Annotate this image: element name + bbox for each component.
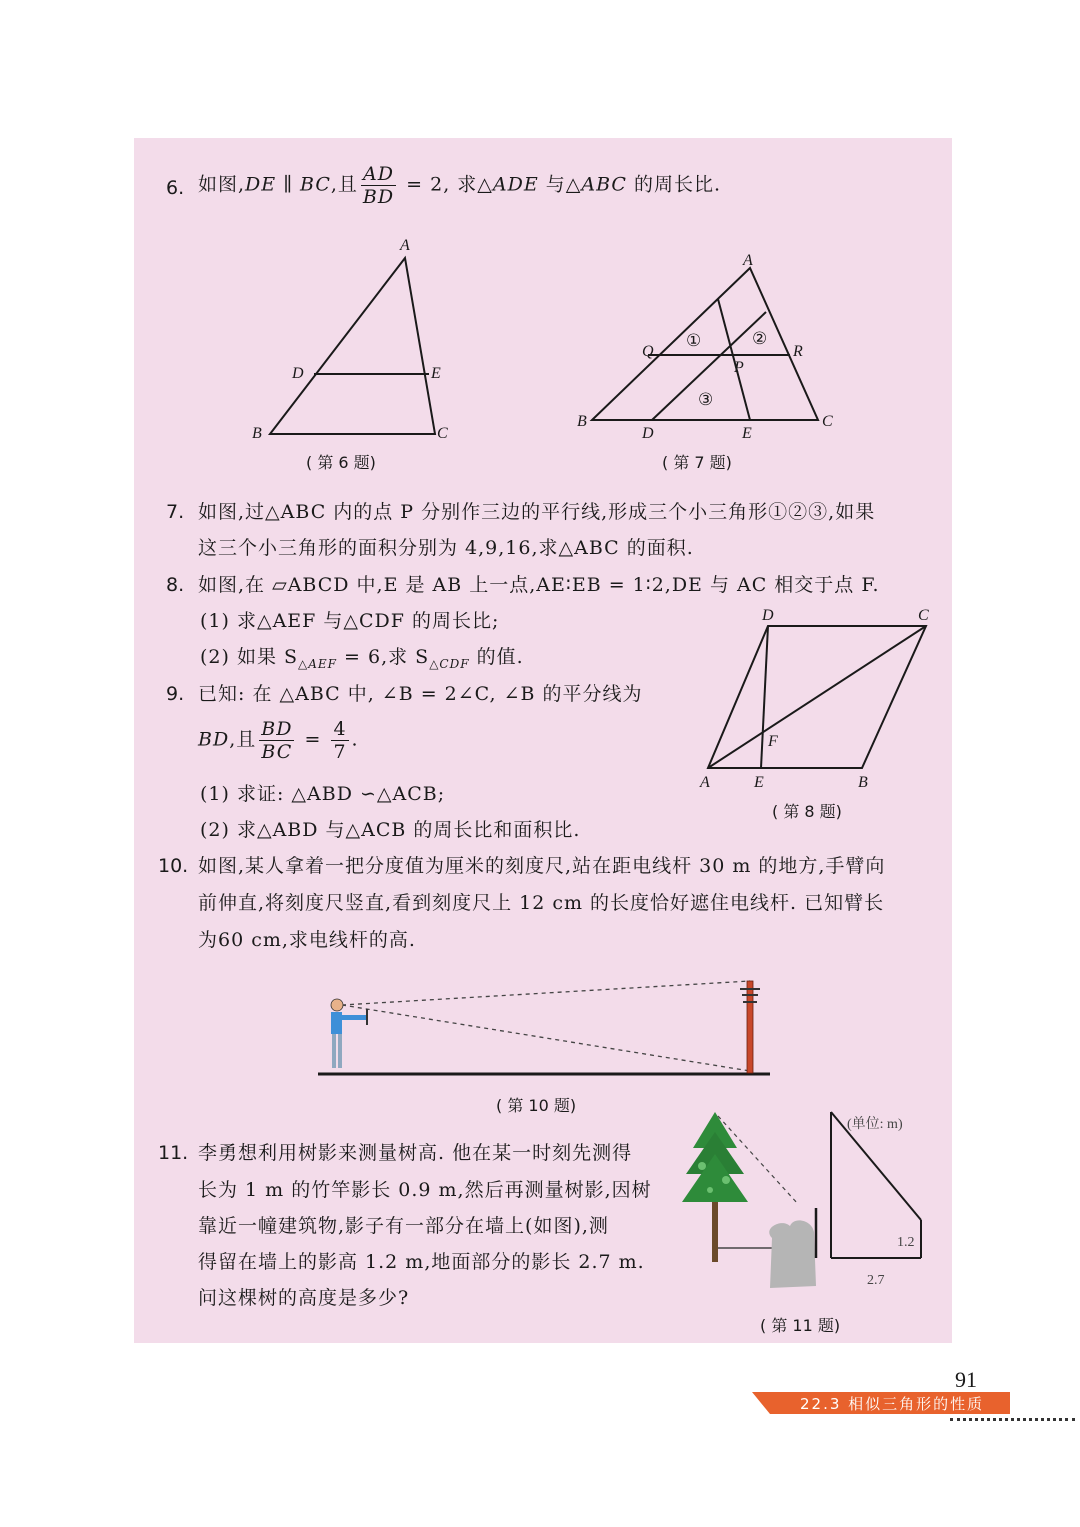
label-a: A (400, 237, 410, 254)
fraction-4-7: $\frac{4}{7}$ (333, 718, 347, 763)
label-a: A (743, 252, 753, 269)
label-c: C (918, 607, 929, 624)
figure-11-tree-illustration (682, 1108, 828, 1293)
label-b: B (858, 774, 868, 791)
wall-height-label: 1.2 (897, 1235, 915, 1250)
problem-10-number: 10. (158, 855, 189, 877)
problem-7-line2: 这三个小三角形的面积分别为 4,9,16,求△ABC 的面积. (198, 537, 694, 559)
region-3: ③ (698, 390, 714, 410)
footer-dotted-line (950, 1418, 1075, 1421)
label-d: D (762, 607, 774, 624)
building-shadow-icon (769, 1220, 816, 1288)
problem-8-line1: 如图,在 ▱ABCD 中,E 是 AB 上一点,AE∶EB = 1∶2,DE 与 AC 相交于点 F. (198, 574, 880, 596)
person-figure (331, 999, 367, 1068)
label-b: B (252, 425, 262, 442)
problem-8-number: 8. (166, 574, 185, 596)
label-d: D (642, 425, 654, 442)
problem-8-sub2: (2) 如果 $S_{\triangle AEF} = 6$,求 $S_{\triangle CDF}$ 的值. (200, 646, 524, 671)
region-2: ② (752, 329, 768, 349)
label-c: C (437, 425, 448, 442)
problem-11-line1: 李勇想利用树影来测量树高. 他在某一时刻先测得 (198, 1142, 633, 1164)
figure-10-caption: ( 第 10 题) (496, 1096, 577, 1115)
label-a: A (700, 774, 710, 791)
section-footer-title: 22.3 相似三角形的性质 (800, 1395, 985, 1413)
page-number: 91 (955, 1367, 977, 1392)
label-e: E (431, 365, 441, 382)
problem-10-line2: 前伸直,将刻度尺竖直,看到刻度尺上 12 cm 的长度恰好遮住电线杆. 已知臂长 (198, 892, 885, 914)
utility-pole (740, 981, 760, 1073)
figure-7-caption: ( 第 7 题) (662, 453, 732, 472)
figure-8-caption: ( 第 8 题) (772, 802, 842, 821)
label-r: R (793, 343, 803, 360)
problem-7-number: 7. (166, 501, 185, 523)
fraction-bd-bc: $\frac{BD}{BC}$ (261, 718, 293, 763)
problem-11-number: 11. (158, 1142, 189, 1164)
ground-length-label: 2.7 (867, 1273, 885, 1288)
problem-9-sub1: (1) 求证: △ABD ∽△ACB; (200, 783, 446, 805)
tree-icon (682, 1112, 748, 1262)
problem-10-line1: 如图,某人拿着一把分度值为厘米的刻度尺,站在距电线杆 30 m 的地方,手臂向 (198, 855, 886, 877)
fraction-ad-bd: $\frac{AD}{BD}$ (362, 163, 395, 208)
figure-7-triangle (570, 248, 840, 448)
figure-8-parallelogram (696, 600, 946, 800)
figure-10-pole-illustration (310, 975, 780, 1085)
label-d: D (292, 365, 304, 382)
figure-11-shadow-diagram (825, 1108, 950, 1288)
problem-10-line3: 为60 cm,求电线杆的高. (198, 929, 416, 951)
problem-9-number: 9. (166, 683, 185, 705)
label-q: Q (642, 343, 654, 360)
problem-6-number: 6. (166, 177, 185, 199)
problem-8-sub1: (1) 求△AEF 与△CDF 的周长比; (200, 610, 500, 632)
problem-9-line1: 已知: 在 △ABC 中, ∠B = 2∠C, ∠B 的平分线为 (198, 683, 643, 705)
problem-11-line4: 得留在墙上的影高 1.2 m,地面部分的影长 2.7 m. (198, 1251, 645, 1273)
problem-7-line1: 如图,过△ABC 内的点 P 分别作三边的平行线,形成三个小三角形①②③,如果 (198, 501, 876, 523)
label-b: B (577, 413, 587, 430)
figure-11-caption: ( 第 11 题) (760, 1316, 841, 1335)
problem-11-line2: 长为 1 m 的竹竿影长 0.9 m,然后再测量树影,因树 (198, 1179, 652, 1201)
label-f: F (768, 733, 778, 750)
label-p: P (734, 359, 744, 376)
label-c: C (822, 413, 833, 430)
label-e: E (742, 425, 752, 442)
problem-9-line2: BD,且 $\frac{BD}{BC}$ = $\frac{4}{7}$ . (198, 718, 359, 763)
figure-6-caption: ( 第 6 题) (306, 453, 376, 472)
problem-9-sub2: (2) 求△ABD 与△ACB 的周长比和面积比. (200, 819, 581, 841)
problem-6-text: 如图,DE ∥ BC,且 $\frac{AD}{BD}$ = 2, 求△ADE 与△ABC 的周长比. (198, 163, 722, 208)
region-1: ① (686, 331, 702, 351)
label-e: E (754, 774, 764, 791)
figure-6-triangle (240, 230, 480, 450)
unit-label: (单位: m) (847, 1117, 903, 1132)
problem-11-line3: 靠近一幢建筑物,影子有一部分在墙上(如图),测 (198, 1215, 609, 1237)
problem-11-line5: 问这棵树的高度是多少? (198, 1287, 410, 1309)
